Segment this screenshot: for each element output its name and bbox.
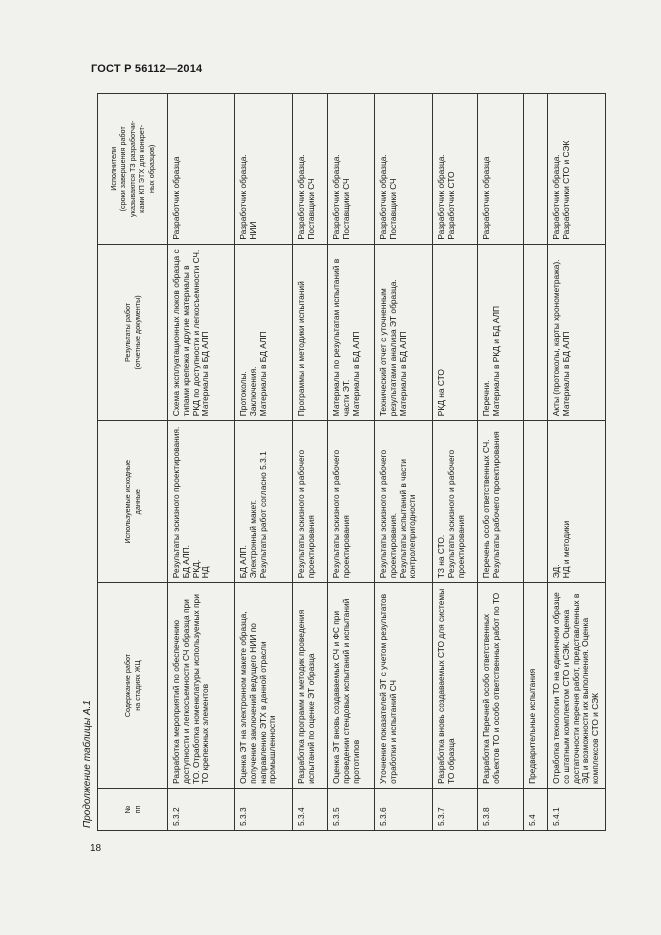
table-row — [168, 94, 235, 831]
row-executors: Разработчик образца. Поставщики СЧ — [293, 94, 328, 245]
row-executors: Разработчик образца — [168, 94, 235, 245]
row-content: Разработка Перечней особо ответственных объектов ТО и особо ответственных работ по ТО — [478, 583, 524, 789]
row-content: Отработка технологии ТО на единичном образце со штатным комплектом СТО и СЭК. Оценка достаточности перечня работ, представленных в ЭД и возможности их выполнения. Оценка комплексов СТО и СЭК — [548, 583, 606, 789]
row-num: 5.3.6 — [375, 788, 433, 830]
header-row — [98, 94, 168, 831]
table-row — [548, 94, 606, 831]
row-content: Оценка ЭТ вновь создаваемых СЧ и ФС при проведении стендовых испытаний и испытаний прототипов — [328, 583, 375, 789]
row-input — [524, 421, 548, 583]
row-num: 5.3.2 — [168, 788, 235, 830]
row-input: Перечень особо ответственных СЧ. Результаты рабочего проектирования — [478, 421, 524, 583]
row-executors: Разработчик образца. Разработчики СТО и СЭК — [548, 94, 606, 245]
table-row — [524, 94, 548, 831]
row-num: 5.4.1 — [548, 788, 606, 830]
row-content: Разработка вновь создаваемых СТО для системы ТО образца — [433, 583, 478, 789]
header-results: Результаты работ (отчетные документы) — [98, 244, 168, 421]
row-content: Уточнение показателей ЭТ с учетом результатов отработки и испытаний СЧ — [375, 583, 433, 789]
row-num: 5.3.3 — [235, 788, 293, 830]
row-executors — [524, 94, 548, 245]
row-input: ЭД. НД и методики — [548, 421, 606, 583]
row-num: 5.4 — [524, 788, 548, 830]
table-container — [97, 93, 601, 831]
table-row — [293, 94, 328, 831]
table-row — [375, 94, 433, 831]
row-executors: Разработчик образца. НИИ — [235, 94, 293, 245]
row-num: 5.3.8 — [478, 788, 524, 830]
row-num: 5.3.7 — [433, 788, 478, 830]
row-content: Оценка ЭТ на электронном макете образца, получение заключений ведущего НИИ по направлению ЭТХ в данной отрасли промышленности — [235, 583, 293, 789]
row-input: Результаты эскизного проектирования. БД АЛП. РКД. НД — [168, 421, 235, 583]
row-results: РКД на СТО — [433, 244, 478, 421]
row-results: Перечни. Материалы в РКД и БД АЛП — [478, 244, 524, 421]
row-input: БД АЛП. Электронный макет. Результаты работ согласно 5.3.1 — [235, 421, 293, 583]
row-results: Акты (протоколы, карты хронометража). Материалы в БД АЛП — [548, 244, 606, 421]
row-input: ТЗ на СТО. Результаты эскизного и рабочего проектирования — [433, 421, 478, 583]
row-executors: Разработчик образца. Поставщики СЧ — [328, 94, 375, 245]
document-title: ГОСТ Р 56112—2014 — [91, 63, 203, 75]
work-table — [97, 93, 606, 831]
row-executors: Разработчик образца. Поставщики СЧ — [375, 94, 433, 245]
row-input: Результаты эскизного и рабочего проектирования — [328, 421, 375, 583]
row-executors: Разработчик образца. Разработчик СТО — [433, 94, 478, 245]
table-row — [235, 94, 293, 831]
header-executors: Исполнители (сроки завершения работ указываются ТЗ разработчи- ками КП ЭТХ для конкрет- ных образцов) — [98, 94, 168, 245]
row-results: Технический отчет с уточненным результатами анализа ЭТ образца. Материалы в БД АЛП — [375, 244, 433, 421]
row-num: 5.3.5 — [328, 788, 375, 830]
table-row — [433, 94, 478, 831]
page-number: 18 — [90, 843, 102, 854]
row-results: Программы и методики испытаний — [293, 244, 328, 421]
header-content: Содержание работ на стадиях ЖЦ — [98, 583, 168, 789]
row-input: Результаты эскизного и рабочего проектирования — [293, 421, 328, 583]
row-results: Материалы по результатам испытаний в части ЭТ. Материалы в БД АЛП — [328, 244, 375, 421]
row-content: Разработка мероприятий по обеспечению доступности и легкосъемности СЧ образца при ТО. Отработка номенклатуры используемых при ТО крепежных элементов — [168, 583, 235, 789]
header-num: № пп — [98, 788, 168, 830]
row-input: Результаты эскизного и рабочего проектирования. Результаты испытаний в части контролепригодности — [375, 421, 433, 583]
row-content: Разработка программ и методик проведения испытаний по оценке ЭТ образца — [293, 583, 328, 789]
row-results: Протоколы. Заключения. Материалы в БД АЛП — [235, 244, 293, 421]
row-results: Схема эксплуатационных люков образца с типами крепежа и другие материалы в РКД по доступности и легкосъемности СЧ. Материалы в БД АЛП — [168, 244, 235, 421]
header-input: Используемые исходные данные — [98, 421, 168, 583]
table-caption: Продолжение таблицы А.1 — [82, 700, 93, 828]
row-results — [524, 244, 548, 421]
row-num: 5.3.4 — [293, 788, 328, 830]
table-row — [478, 94, 524, 831]
table-row — [328, 94, 375, 831]
row-executors: Разработчик образца — [478, 94, 524, 245]
row-content: Предварительные испытания — [524, 583, 548, 789]
